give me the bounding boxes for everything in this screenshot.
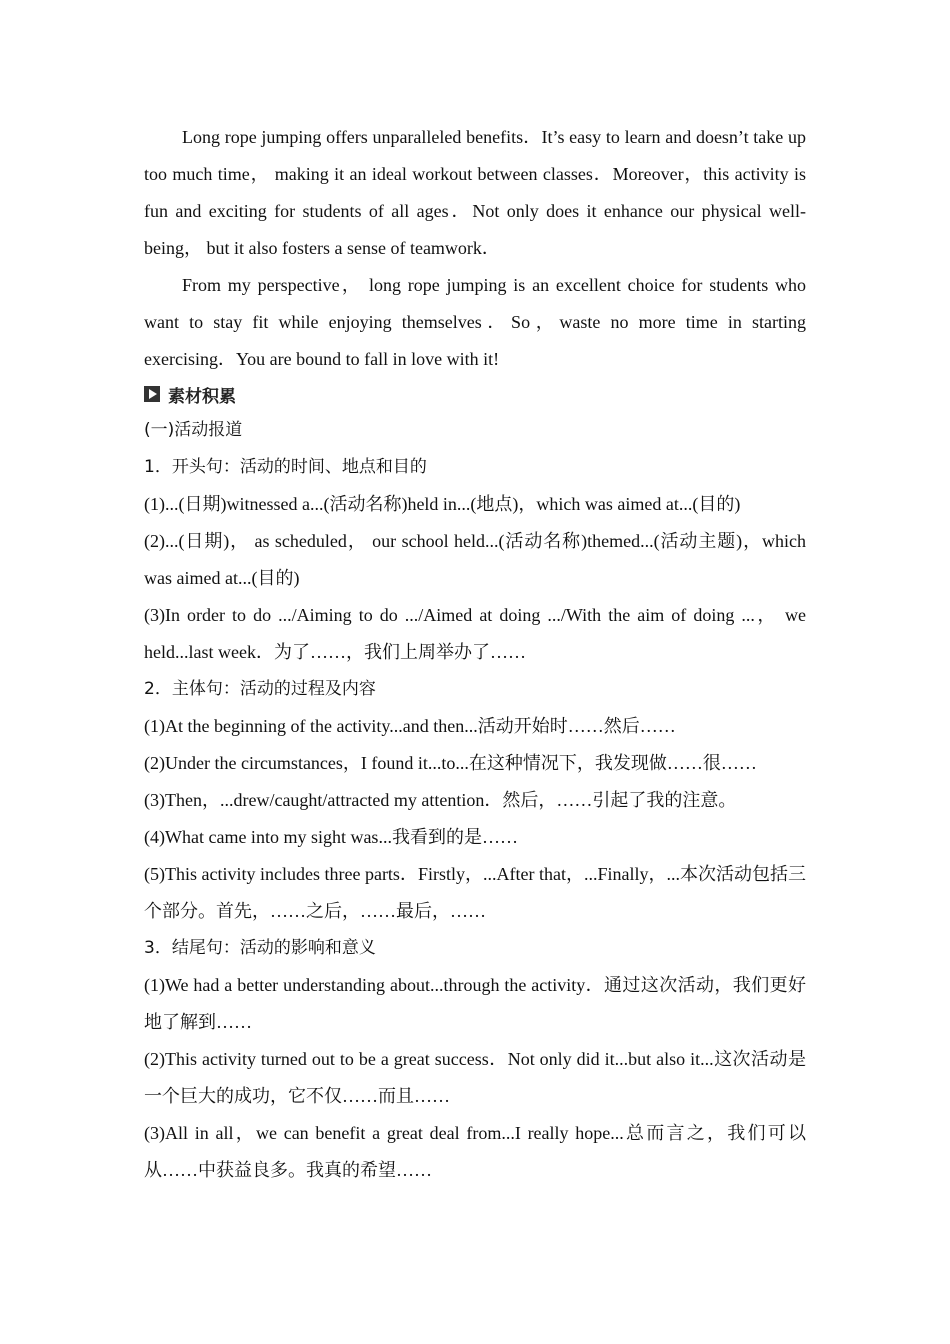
list-item: (3)All in all，we can benefit a great deal from...I really hope...总而言之，我们可以从……中获益良多。我真的希望…… [144,1123,806,1180]
list-item: (1)...(日期)witnessed a...(活动名称)held in...(地点)，which was aimed at...(目的) [144,494,741,514]
play-box-icon [144,386,160,402]
section-header [144,378,806,410]
list-item: (2)...(日期)， as scheduled， our school held...(活动名称)themed...(活动主题)，which was aimed at...(目的) [144,531,806,588]
document-page [144,119,806,1189]
sub-heading-body: 2．主体句：活动的过程及内容 [144,679,376,699]
part-title: (一)活动报道 [144,420,243,440]
list-item: (2)This activity turned out to be a great success．Not only did it...but also it...这次活动是一个巨大的成功，它不仅……而且…… [144,1049,806,1106]
list-item: (4)What came into my sight was...我看到的是…… [144,827,518,847]
list-item: (2)Under the circumstances，I found it...to...在这种情况下，我发现做……很…… [144,753,757,773]
list-item: (3)In order to do .../Aiming to do .../Aimed at doing .../With the aim of doing ...， we held...last week．为了……，我们上周举办了…… [144,605,806,662]
list-item: (1)We had a better understanding about...through the activity．通过这次活动，我们更好地了解到…… [144,975,806,1032]
essay-paragraph-2: From my perspective， long rope jumping is an excellent choice for students who want to stay fit while enjoying themselves．So，waste no more time in starting exercising．You are bound to fall in love with it! [144,275,806,369]
list-item: (5)This activity includes three parts．Firstly，...After that，...Finally，...本次活动包括三个部分。首先，……之后，……最后，…… [144,864,806,921]
essay-paragraph-1: Long rope jumping offers unparalleled benefits．It’s easy to learn and doesn’t take up too much time， making it an ideal workout between classes．Moreover，this activity is fun and exciting for students of all ages．Not only does it enhance our physical well-being， but it also fosters a sense of teamwork． [144,127,806,258]
sub-heading-ending: 3．结尾句：活动的影响和意义 [144,938,376,958]
section-title: 素材积累 [168,386,236,407]
sub-heading-opening: 1．开头句：活动的时间、地点和目的 [144,457,427,477]
list-item: (1)At the beginning of the activity...and then...活动开始时……然后…… [144,716,676,736]
list-item: (3)Then，...drew/caught/attracted my attention．然后，……引起了我的注意。 [144,790,737,810]
